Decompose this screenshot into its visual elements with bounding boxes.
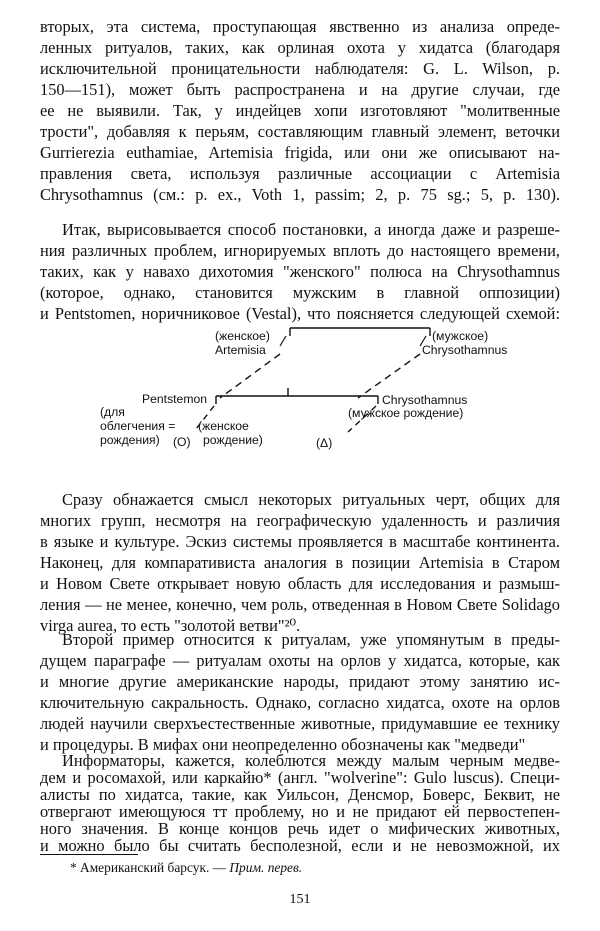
text-line: Chrysothamnus (см.: p. ex., Voth 1, passim; 2, p. 75 sg.; 5, p. 130). [40,185,560,204]
artemisia-label: Artemisia [215,343,266,357]
text-line: Информаторы, кажется, колеблются между малым черным медве- [62,751,560,770]
chrysothamnus-top-gender-label: (мужское) [432,329,489,343]
text-line: Gurrierezia euthamiae, Artemisia frigida, или они же описывают на- [40,143,560,162]
pentstemon-purpose-line2: облегчения = [100,419,176,433]
chrysothamnus-bottom-gender-label: (мужское рождение) [348,406,464,420]
pentstemon-label: Pentstemon [142,392,208,406]
text-line: ления — не менее, конечно, чем роль, отведенная в Новом Свете Solidago [40,595,560,614]
text-line: и процедуры. В мифах они неопределенно обозначены как "медведи" [40,735,526,754]
dashed-link-right [358,354,420,398]
footnote [70,859,550,877]
pentstemon-female-symbol: (O) [173,435,191,449]
text-line: исключительной проницательности наблюдателя: G. L. Wilson, p. [40,59,560,78]
text-line: трости", добавляя к перьям, составляющим главный элемент, веточки [40,122,560,141]
text-line: отвергают имеющуюся тт проблему, но и не придают ей первостепен- [40,802,560,821]
pentstemon-purpose-line1: (для [100,405,125,419]
pentstemon-gender-line1: (женское [198,419,249,433]
plant-opposition-diagram [90,316,530,466]
text-line: Сразу обнажается смысл некоторых ритуальных черт, общих для [62,490,560,509]
text-line: алисты по хидатса, такие, как Уильсон, Денсмор, Боверс, Беквит, не [40,785,560,804]
text-line: и Новом Свете открывает новую область для исследования и размыш- [40,574,560,593]
text-line: и можно было бы считать бесполезной, если и не невозможной, их [40,836,560,855]
artemisia-gender-label: (женское) [215,329,270,343]
text-line: ленных ритуалов, таких, как орлиная охота у хидатса (благодаря [40,38,560,57]
pentstemon-gender-line2: рождение) [203,433,263,447]
page-number: 151 [289,892,311,907]
text-line: virga aurea, то есть "золотой ветви"²⁰. [40,616,301,635]
text-line: ния различных проблем, игнорируемых вплоть до настоящего времени, [40,241,560,260]
text-line: ного значения. В конце концов речь идет о мифических животных, [40,819,560,838]
footnote-text: * Американский барсук. — [70,860,230,875]
text-line: людей научили сверхъестественные животные, придумавшие ее технику [40,714,560,733]
text-line: многих групп, несмотря на географическую удаленность и различия [40,511,560,530]
text-line: вторых, эта система, проступающая явственно из анализа опреде- [40,17,560,36]
text-line: дущем параграфе — ритуалам охоты на орлов у хидатса, которые, как [40,651,560,670]
text-line: правления света, используя различные ассоциации с Artemisia [40,164,560,183]
footnote-translator-note: Прим. перев. [229,860,303,875]
text-line: Итак, вырисовывается способ постановки, а иногда даже и разреше- [62,220,560,239]
text-line: ключительную сакральность. Однако, согласно хидатса, охоте на орлов [40,693,560,712]
chrysothamnus-bottom-label: Chrysothamnus [382,393,468,407]
pentstemon-birth-label: рождения) [100,433,160,447]
text-line: (которое, однако, становится мужским в главной оппозиции) [40,283,560,302]
text-line: Второй пример относится к ритуалам, уже упомянутым в преды- [62,630,560,649]
text-line: и многие другие американские народы, придают этому занятию ис- [40,672,560,691]
slash-mark [280,336,286,346]
chrysothamnus-top-label: Chrysothamnus [422,343,508,357]
text-line: и Pentstomen, норичниковое (Vestal), что поясняется следующей схемой: [40,304,560,323]
text-line: Наконец, для компаративиста аналогия в позиции Artemisia в Старом [40,553,560,572]
text-line: таких, как у навахо дихотомия "женского" полюса на Chrysothamnus [40,262,560,281]
text-line: в языке и культуре. Эскиз системы проявляется в масштабе континента. [40,532,560,551]
text-line: 150—151), может быть распространена и на другие случаи, где [40,80,560,99]
text-line: дем и росомахой, или каркайю* (англ. "wolverine": Gulo luscus). Специ- [40,768,560,787]
text-line: ее не выявили. Так, у индейцев хопи изготовляют "молитвенные [40,101,560,120]
dashed-link-left [220,354,280,398]
chrysothamnus-male-symbol: (Δ) [316,436,333,450]
